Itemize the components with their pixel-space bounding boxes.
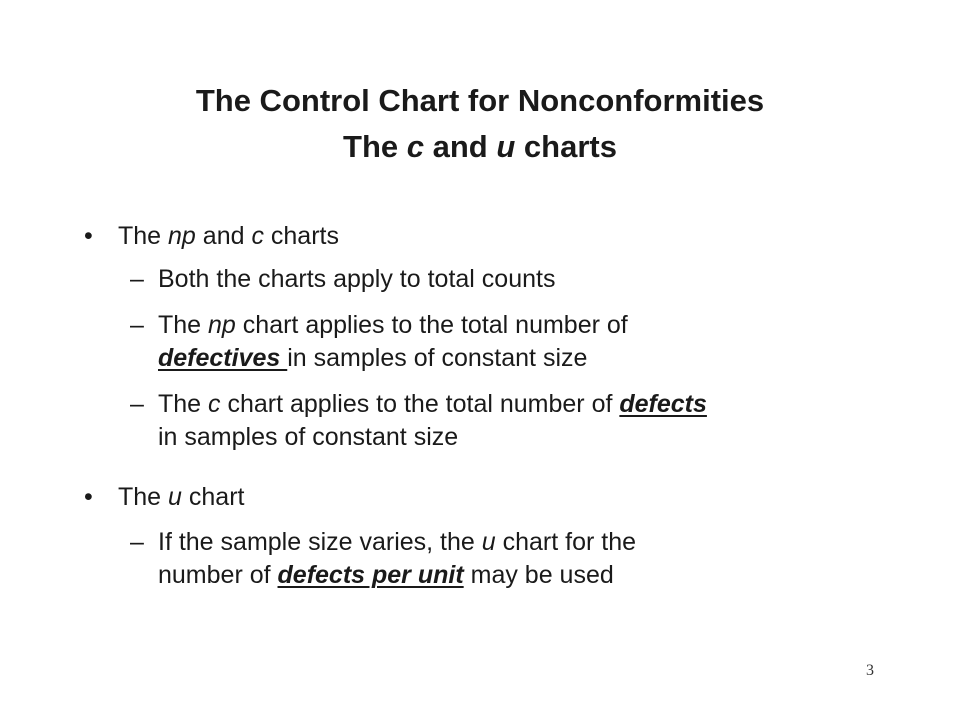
dash-marker: –: [130, 390, 144, 418]
bullet-marker: •: [84, 222, 93, 250]
text: chart for the: [495, 528, 637, 556]
title-c-symbol: c: [406, 129, 425, 164]
text: The: [158, 311, 209, 339]
emphasis-defectives: defectives: [158, 344, 288, 372]
np-symbol: np: [168, 222, 196, 250]
title-line2-post: charts: [515, 129, 617, 164]
text: chart applies to the total number of: [235, 311, 628, 339]
emphasis-defects-per-unit: defects per unit: [277, 561, 464, 589]
text: number of: [158, 561, 278, 589]
text: in samples of constant size: [287, 344, 588, 372]
page-number: 3: [866, 662, 874, 679]
sub-bullet-c-chart-line2: in samples of constant size: [158, 423, 459, 451]
text: The: [118, 483, 169, 511]
sub-bullet-sample-size-varies-line2: [158, 559, 878, 592]
c-symbol: c: [208, 390, 221, 418]
text: charts: [263, 222, 339, 250]
text: and: [195, 222, 252, 250]
np-symbol: np: [208, 311, 236, 339]
sub-bullet-np-chart: [158, 309, 878, 342]
text: The: [118, 222, 169, 250]
dash-marker: –: [130, 311, 144, 339]
title-line2-pre: The: [343, 129, 407, 164]
sub-bullet-c-chart: [158, 388, 878, 421]
sub-bullet-sample-size-varies: [158, 526, 878, 559]
bullet-np-and-c-charts: [118, 220, 878, 253]
title-line2-mid: and: [424, 129, 497, 164]
u-symbol: u: [481, 528, 496, 556]
sub-bullet-total-counts: Both the charts apply to total counts: [158, 265, 556, 293]
sub-bullet-np-chart-line2: [158, 342, 878, 375]
text: The: [158, 390, 209, 418]
text: may be used: [463, 561, 614, 589]
dash-marker: –: [130, 265, 144, 293]
text: chart: [181, 483, 245, 511]
u-symbol: u: [168, 483, 182, 511]
text: If the sample size varies, the: [158, 528, 482, 556]
bullet-marker: •: [84, 483, 93, 511]
bullet-u-chart: [118, 481, 878, 514]
dash-marker: –: [130, 528, 144, 556]
text: chart applies to the total number of: [220, 390, 620, 418]
title-u-symbol: u: [496, 129, 516, 164]
title-line-1: The Control Chart for Nonconformities: [195, 83, 765, 118]
emphasis-defects: defects: [619, 390, 707, 418]
c-symbol: c: [251, 222, 264, 250]
